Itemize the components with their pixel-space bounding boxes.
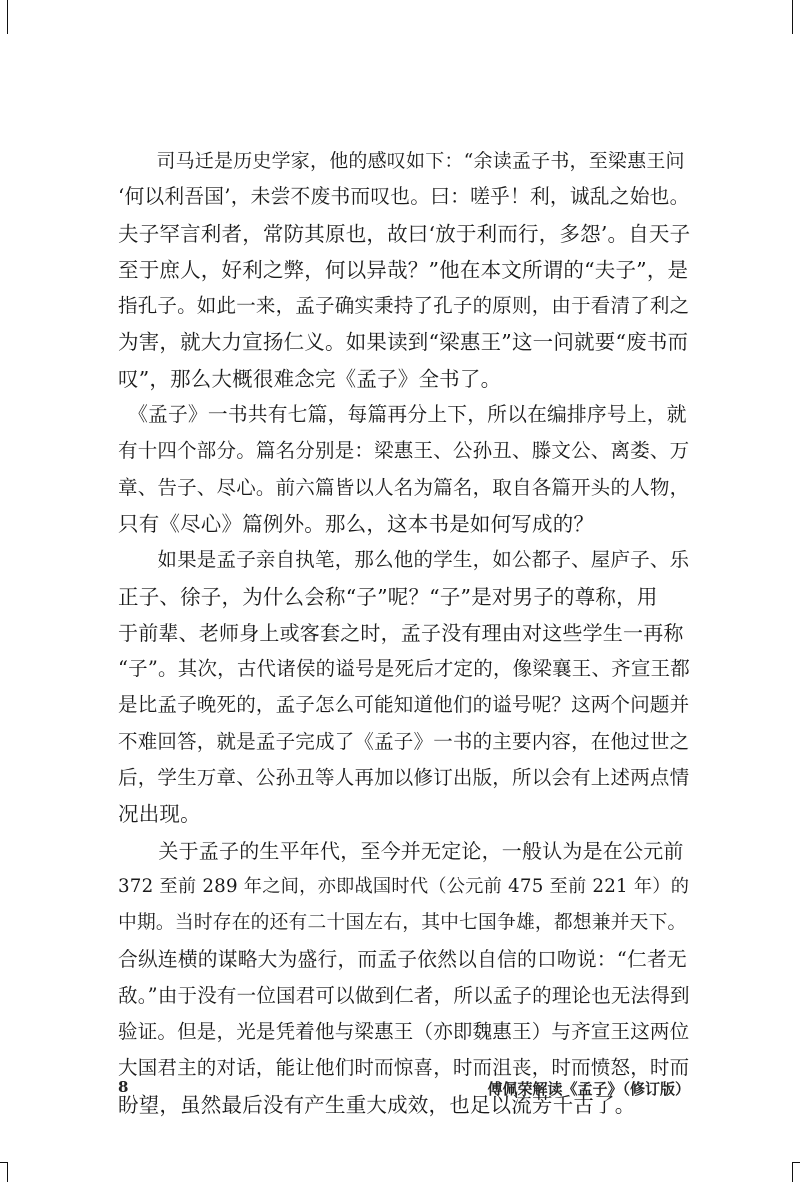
text-line: 正子、徐子，为什么会称“子”呢？“子”是对男子的尊称，用 xyxy=(118,584,658,609)
text-line: 况出现。 xyxy=(118,802,201,827)
crop-mark-bottom-right-horizontal xyxy=(792,1162,800,1163)
paragraph xyxy=(118,397,690,542)
text-line: 大国君主的对话，能让他们时而惊喜，时而沮丧，时而愤怒，时而 xyxy=(118,1056,690,1080)
text-line: 有十四个部分。篇名分别是：梁惠王、公孙丑、滕文公、离娄、万 xyxy=(118,439,690,463)
text-line: 于前辈、老师身上或客套之时，孟子没有理由对这些学生一再称 xyxy=(118,620,684,645)
crop-mark-bottom-left-horizontal xyxy=(0,1162,8,1163)
crop-mark-bottom-right-vertical xyxy=(792,1162,793,1182)
text-line: 为害，就大力宣扬仁义。如果读到“梁惠王”这一问就要“废书而 xyxy=(118,330,689,355)
page-number: 8 xyxy=(118,1078,129,1096)
text-line: 只有《尽心》篇例外。那么，这本书是如何写成的？ xyxy=(118,511,595,536)
text-line: 不难回答，就是孟子完成了《孟子》一书的主要内容，在他过世之 xyxy=(118,729,690,753)
text-line: 《孟子》一书共有七篇，每篇再分上下，所以在编排序号上，就 xyxy=(118,403,687,427)
text-line: 司马迁是历史学家，他的感叹如下：“余读孟子书，至梁惠王问 xyxy=(118,150,685,172)
paragraph xyxy=(118,143,690,397)
text-line: 盼望，虽然最后没有产生重大成效，也足以流芳千古了。 xyxy=(118,1092,636,1117)
text-line: 后，学生万章、公孙丑等人再加以修订出版，所以会有上述两点情 xyxy=(118,766,690,790)
text-line: 验证。但是，光是凭着他与梁惠王（亦即魏惠王）与齐宣王这两位 xyxy=(118,1020,690,1044)
text-line: 如果是孟子亲自执笔，那么他的学生，如公都子、屋庐子、乐 xyxy=(118,548,690,572)
text-line: 372 至前 289 年之间，亦即战国时代（公元前 475 至前 221 年）的 xyxy=(118,875,690,897)
crop-mark-top-left xyxy=(7,0,8,34)
text-line: 章、告子、尽心。前六篇皆以人名为篇名，取自各篇开头的人物， xyxy=(118,475,690,499)
text-line: 至于庶人，好利之弊，何以异哉？”他在本文所谓的“夫子”，是 xyxy=(118,257,689,282)
paragraph xyxy=(118,542,690,832)
text-line: 敌。”由于没有一位国君可以做到仁者，所以孟子的理论也无法得到 xyxy=(118,983,690,1007)
text-line: “子”。其次，古代诸侯的谥号是死后才定的，像梁襄王、齐宣王都 xyxy=(118,657,690,681)
text-line: 是比孟子晚死的，孟子怎么可能知道他们的谥号呢？这两个问题并 xyxy=(118,693,690,717)
text-line: 叹”，那么大概很难念完《孟子》全书了。 xyxy=(118,366,502,391)
crop-mark-top-right xyxy=(792,0,793,34)
text-line: 中期。当时存在的还有二十国左右，其中七国争雄，都想兼并天下。 xyxy=(118,912,687,934)
crop-mark-bottom-left-vertical xyxy=(7,1162,8,1182)
text-line: ‘何以利吾国’，未尝不废书而叹也。曰：嗟乎！利，诚乱之始也。 xyxy=(118,185,690,209)
text-line: 夫子罕言利者，常防其原也，故曰‘放于利而行，多怨’。自天子 xyxy=(118,221,691,246)
text-line: 合纵连横的谋略大为盛行，而孟子依然以自信的口吻说：“仁者无 xyxy=(118,947,687,971)
text-line: 指孔子。如此一来，孟子确实秉持了孔子的原则，由于看清了利之 xyxy=(118,294,690,318)
running-footer-book-title: 傅佩荣解读《孟子》（修订版） xyxy=(487,1080,690,1098)
body-text xyxy=(118,143,690,1123)
text-line: 关于孟子的生平年代，至今并无定论，一般认为是在公元前 xyxy=(118,838,684,863)
